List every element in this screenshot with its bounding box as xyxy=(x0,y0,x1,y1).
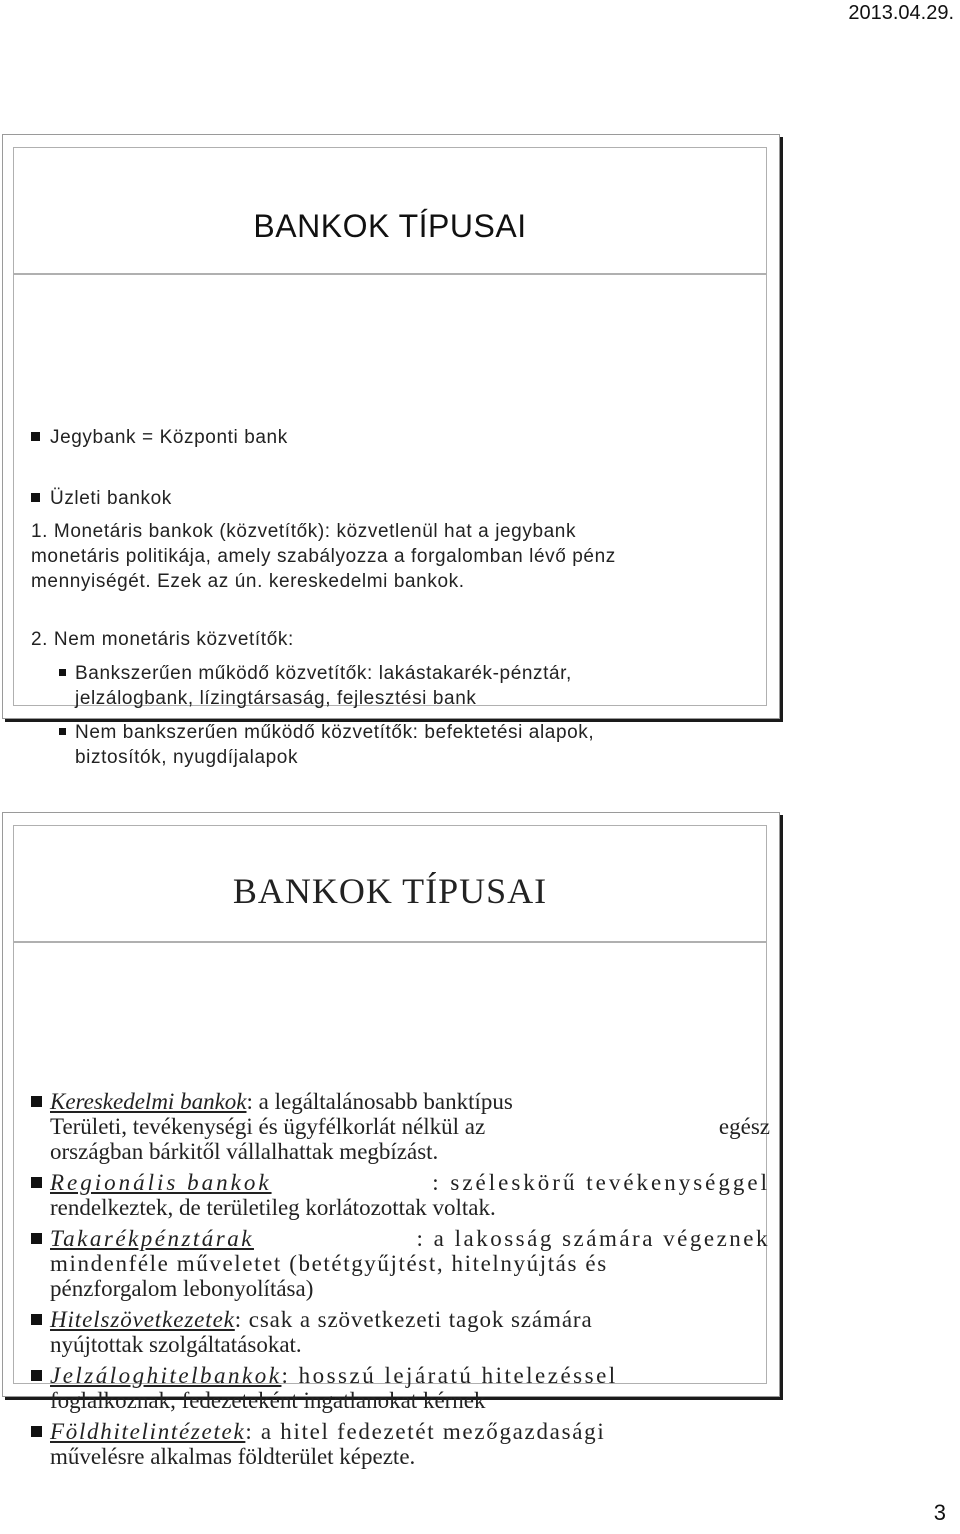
list-item-jelzaloghitelbankok: Jelzáloghitelbankok: hosszú lejáratú hitelezéssel xyxy=(31,1363,618,1388)
slide-1-title-box xyxy=(13,147,767,274)
heading-nem-monetaris: 2. Nem monetáris közvetítők: xyxy=(31,629,294,650)
slide-2-title-box xyxy=(13,825,767,942)
list-item-kereskedelmi: Kereskedelmi bankok: a legáltalánosabb banktípus xyxy=(31,1089,513,1114)
list-item-hitelszovetkezetek-line2: nyújtottak szolgáltatásokat. xyxy=(50,1332,302,1357)
list-item-takarekpenztarak: Takarékpénztárak : a lakosság számára végeznek xyxy=(31,1226,770,1251)
list-item-jelzaloghitelbankok-line2: foglalkoznak, fedezeteként ingatlanokat kérnek xyxy=(50,1388,486,1413)
sub-bullet-bankszeruen: Bankszerűen működő közvetítők: lakástakarék-pénztár, xyxy=(59,661,572,687)
list-item-regionalis: Regionális bankok : széleskörű tevékenységgel xyxy=(31,1170,770,1195)
square-bullet-icon xyxy=(31,432,40,441)
slide-1 xyxy=(2,134,780,768)
sub-bullet-bankszeruen-cont: jelzálogbank, lízingtársaság, fejlesztési bank xyxy=(75,688,477,709)
square-bullet-icon xyxy=(31,493,40,502)
sub-bullet-nem-bankszeruen-cont: biztosítók, nyugdíjalapok xyxy=(75,747,299,768)
paragraph-monetaris-line1: 1. Monetáris bankok (közvetítők): közvetlenül hat a jegybank xyxy=(31,521,577,542)
slide-1-content xyxy=(13,274,767,768)
paragraph-monetaris-line2: monetáris politikája, amely szabályozza a forgalomban lévő pénz xyxy=(31,546,616,567)
square-bullet-icon xyxy=(59,728,66,735)
square-bullet-icon xyxy=(31,1314,42,1325)
square-bullet-icon xyxy=(31,1177,42,1188)
square-bullet-icon xyxy=(31,1370,42,1381)
list-item-hitelszovetkezetek: Hitelszövetkezetek: csak a szövetkezeti tagok számára xyxy=(31,1307,593,1332)
list-item-foldhitelintezetek-line2: művelésre alkalmas földterület képezte. xyxy=(50,1444,416,1469)
square-bullet-icon xyxy=(31,1096,42,1107)
paragraph-monetaris-line3: mennyiségét. Ezek az ún. kereskedelmi bankok. xyxy=(31,571,465,592)
page-number: 3 xyxy=(933,1500,946,1525)
slide-2 xyxy=(2,812,780,1469)
square-bullet-icon xyxy=(59,669,66,676)
list-item-kereskedelmi-line3: országban bárkitől vállalhattak megbízást. xyxy=(50,1139,439,1164)
bullet-uzleti-bankok: Üzleti bankok xyxy=(31,486,172,512)
list-item-regionalis-line2: rendelkeztek, de területileg korlátozottak voltak. xyxy=(50,1195,496,1220)
list-item-kereskedelmi-line2: Területi, tevékenységi és ügyfélkorlát nélkül az egész xyxy=(50,1114,770,1139)
slide-2-content xyxy=(13,942,770,1469)
sub-bullet-nem-bankszeruen: Nem bankszerűen működő közvetítők: befektetési alapok, xyxy=(59,720,594,746)
list-item-takarekpenztarak-line2: mindenféle műveletet (betétgyűjtést, hitelnyújtás és xyxy=(50,1251,608,1276)
list-item-takarekpenztarak-line3: pénzforgalom lebonyolítása) xyxy=(50,1276,314,1301)
square-bullet-icon xyxy=(31,1233,42,1244)
bullet-jegybank: Jegybank = Központi bank xyxy=(31,425,288,451)
square-bullet-icon xyxy=(31,1426,42,1437)
list-item-foldhitelintezetek: Földhitelintézetek: a hitel fedezetét mezőgazdasági xyxy=(31,1419,605,1444)
header-date: 2013.04.29. xyxy=(848,2,954,24)
slide-1-title: BANKOK TÍPUSAI xyxy=(253,208,527,244)
slide-2-title: BANKOK TÍPUSAI xyxy=(232,871,548,911)
